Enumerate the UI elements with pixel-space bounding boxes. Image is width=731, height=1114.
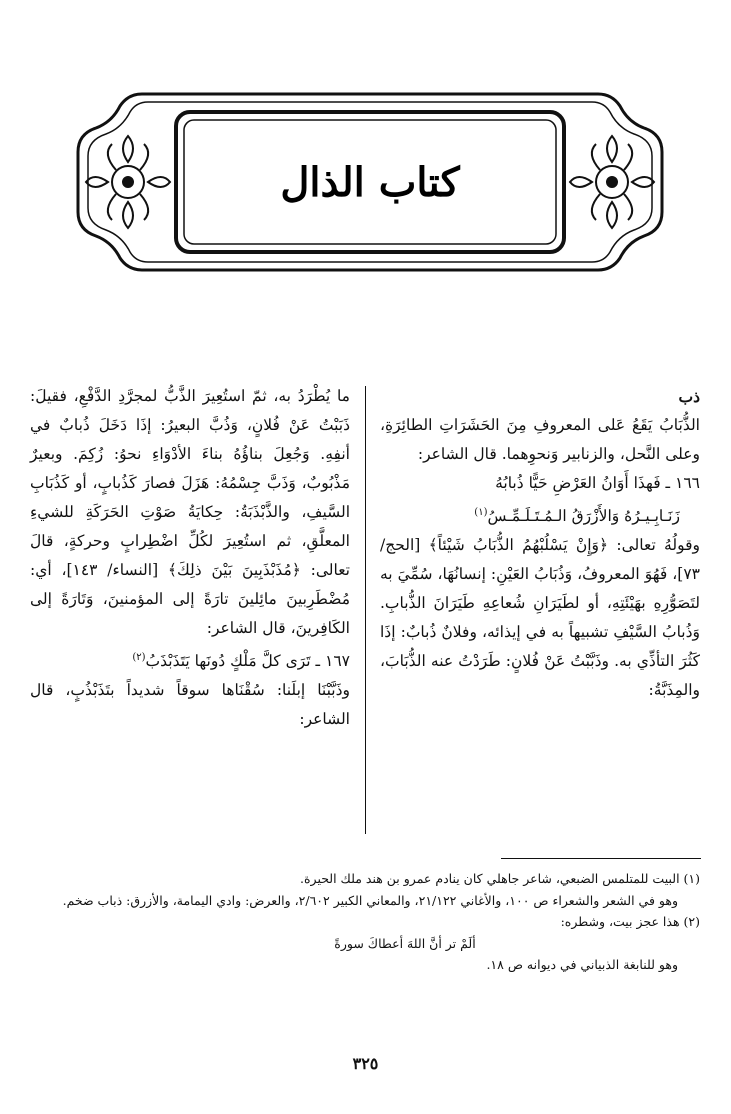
verse-167 — [30, 643, 350, 676]
verse-166 — [380, 469, 700, 531]
chapter-title-cartouche — [72, 88, 668, 276]
footnote-ref: (١) — [474, 507, 488, 518]
text-columns — [30, 382, 700, 844]
verse-line — [380, 498, 700, 531]
verse-line: ١٦٦ ـ فَهذَا أَوَانُ العَرْضِ حَيًّا ذُبابُهُ — [495, 474, 700, 492]
column-divider — [365, 386, 366, 834]
footnotes — [30, 868, 700, 976]
verse-text: ١٦٧ ـ تَرَى كلَّ مَلْكٍ دُونَها يَتَذَبْذَبُ — [145, 652, 350, 671]
left-column — [30, 382, 350, 844]
footnote-continuation: وهو للنابغة الذبياني في ديوانه ص ١٨. — [486, 957, 678, 972]
paragraph: وقولُهُ تعالى: ﴿وَإِنْ يَسْلُبْهُمُ الذُّبَابُ شَيْئاً﴾ [الحج/ ٧٣]، فَهُوَ المعروفُ، وَذُبَابُ العَيْنِ: إنسانُهَا، سُمِّيَ به لتَصَوُّرِهِ بهَيْئَتِهِ، أو لطَيَرَانِ شُعاعِهِ طَيَرَانَ الذُّبابِ. وَذُبابُ السَّيْفِ تشبيهاً به في إيذائه، وفلانٌ ذُبابٌ: إذَا كَثُرَ التأذِّي به. وذَبَّبْتُ عَنْ فُلانٍ: طَرَدْتُ عنه الذُّبَابَ، والمِذَبَّةُ: — [380, 536, 700, 700]
footnote-continuation: وهو في الشعر والشعراء ص ١٠٠، والأغاني ٢١/١٢٢، والمعاني الكبير ٢/٦٠٢، والعرض: وادي اليمامة، والأزرق: ذباب ضخم. — [62, 892, 678, 908]
right-column — [380, 382, 700, 844]
page-number: ٣٢٥ — [352, 1054, 379, 1073]
paragraph: الذُّبَابُ يَقَعُ عَلى المعروفِ مِنَ الحَشَرَاتِ الطائِرَةِ، وعلى النَّحل، والزنابير وَنحوِهما. قال الشاعر: — [380, 416, 700, 463]
page-body — [30, 382, 700, 844]
right-ornament — [570, 136, 654, 228]
paragraph: وذَبَّبْنَا إبلَنا: سُقْنَاها سوقاً شديداً بتَذَبْذُبٍ، قال الشاعر: — [30, 681, 350, 729]
paragraph: ما يُطْرَدُ به، ثمّ استُعِيرَ الذَّبُّ لمجرَّدِ الدَّفْعِ، فقيلَ: ذَبَبْتُ عَنْ فُلانٍ، وَذُبَّ البعيرُ: إذَا دَخَلَ ذُبابٌ في أنفِهِ. وَجُعِلَ بناؤُهُ بناءَ الأدْوَاءِ نحوُ: زُكِمَ. وبعيرٌ مَذْبُوبٌ، وَذَبَّ جِسْمُهُ: هَزَلَ فصارَ كَذُبابٍ، أو كَذُبَابِ السَّيفِ، والذَّبْذَبَةُ: حِكايَةُ صَوْتِ الحَرَكَةِ للشيءِ المعلَّقِ، ثم استُعِيرَ لكُلِّ اضْطِرابٍ وحركةٍ، قالَ تعالى: ﴿مُذَبْذَبِينَ بَيْنَ ذلِكَ﴾ [النساء/ ١٤٣]، أي: مُضْطَرِبينَ مائِلينَ تارَةً إلى المؤمنينَ، وَتَارَةً إلى الكَافِرينَ، قال الشاعر: — [30, 387, 350, 637]
ornamental-frame — [72, 88, 668, 276]
footnote-verse: ألَمْ تر أنَّ اللهَ أعطاكَ سورةً — [334, 935, 476, 951]
left-ornament — [86, 136, 170, 228]
footnote-separator — [501, 858, 701, 859]
footnote: (٢) هذا عجز بيت، وشطره: — [560, 914, 700, 929]
root-heading: ذب — [678, 387, 700, 406]
footnote: (١) البيت للمتلمس الضبعي، شاعر جاهلي كان ينادم عمرو بن هند ملك الحيرة. — [300, 871, 700, 886]
footnote-ref: (٢) — [132, 652, 146, 663]
chapter-title: كتاب الذال — [280, 159, 460, 206]
verse-text: زَنَـابِـيـرُهُ وَالأَزْرَقُ الـمُـتَـلَـمِّـسُ — [487, 507, 680, 526]
